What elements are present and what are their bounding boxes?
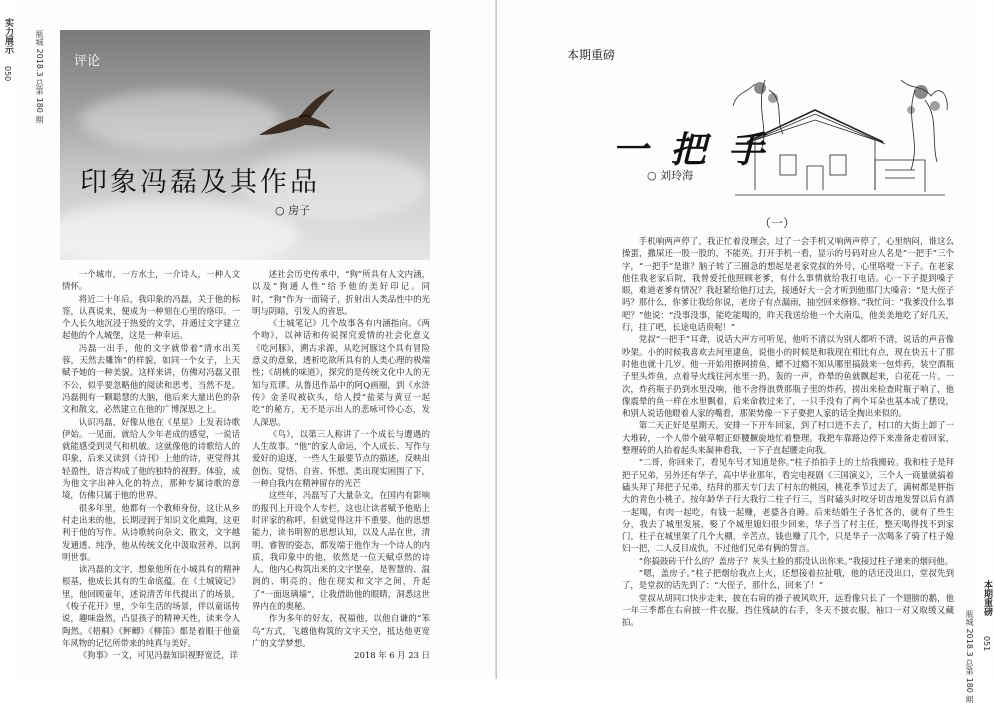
paragraph: 这些年，冯磊写了大量杂文，在国内有影响的报刊上开设个人专栏，这也让读者赋予他贴上时评家的称呼，但就觉得这并不重要。他的思想能力，读书明智的思想认知，以及人品在世，清明、睿智的姿态，都发端于他作为一个诗人的内质，我印象中的他，依然是一位天赋卓然的诗人。他内心构筑出来的文字堡垒，是智慧的、温润的、明亮的。他在现实和文字之间，升起了“一面返璃墙”，让我借助他的眼睛，洞悉这世界内在的奥秘。 bbox=[252, 490, 430, 612]
paragraph: 手机响两声停了，我正忙着没理会，过了一会手机又响两声停了，心里纳闷，谁这么操蛋，撒屎还一股一股的，不能英。打开手机一看，显示的号码对应人名是“一把手”三个字，“一把手”是谁？脑子转了三圈急的想起是老家党叔的外号，心里咯噔一下子。在老家他住我老家后院，我曾爱托他照顾老爹，有什么事情就给我打电话。心一下子提到嗓子眼，难道老爹有情况？我赶紧给他打过去，接通好大一会才听到他那门大嗓音：“是大侄子吗？那什么，你爹让我给你说，老房子有点漏雨，抽空回来修修。”我忙问：“我爹没什么事吧？”他说：“没事没事，能吃能喝的，昨天我送给他一个大南瓜，他美美地吃了好几天，行，挂了吧，长途电话贵呢！” bbox=[622, 236, 954, 333]
paragraph: “你搞鼓砖干什么的？盖房子？灰头土脸的那没认出你来。”我接过柱子递来的烟问他。 bbox=[638, 555, 954, 566]
left-margin-issue-info: 瓶城 2018.3 总第 180 期 bbox=[35, 30, 44, 124]
paragraph: 作为多年的好友，祝福他，以他自谦的“笨鸟”方式，飞越他构筑的文字天空，抵达他更宽广的文学梦想。 bbox=[252, 613, 430, 648]
article-author: ○ 房子 bbox=[275, 204, 311, 217]
eagle-icon bbox=[255, 85, 345, 145]
right-margin-section: 本期重磅 bbox=[982, 580, 992, 616]
paragraph: 将近二十年后，我印象的冯磊，关于他的标签，认真说来，便成为一种刻在心里的烙印。一个人长久地沉浸于热爱的文学，并通过文字建立起他的个人城堡，这是一种幸运。 bbox=[62, 293, 240, 341]
paragraph: 《狗事》一文，可见冯磊知识视野宽泛，详 bbox=[78, 650, 238, 661]
left-margin-page-number: 050 bbox=[3, 66, 12, 82]
paragraph: 《鸟》，以第三人称讲了一个成长与遭遇的人生故事。“他”的家人命运，个人成长、写作与爱好的追逐，一些人生最要节点的描述，反映出创伤、觉悟、自省、怀想。类出现实困围了下，一种自我内在精神留存的光芒 bbox=[252, 428, 430, 489]
paragraph: 党叔“一把手”耳聋，说话大声方可听见，他听不清以为别人都听不清，说话的声音像吵架。小的时候我喜欢去河里逮鱼，说他小的时候是和我现在相比有点，现在快五十了那时他也就十几岁。他一开始用撩网捞鱼，鳔不过瘾不知从哪里搞鼓来一包炸药，装空酒瓶子里头炸鱼，点着导火线往河水里一扔，轰的一声，炸晕的鱼就飘起来，白花花一片。一次，炸药瓶子扔到水里没响，他不舍得浪费那瓶子里的炸药，捞出来检查时瓶子响了，他像震晕的鱼一样在水里飘着，后来命救过来了，一只手没有了两个耳朵也基本成了摆设，和别人说话他瞪着人家的嘴看，那架势像一下子要把人家的话全掏出来似的。 bbox=[622, 334, 954, 419]
article-column-1 bbox=[62, 268, 240, 668]
article-date: 2018 年 6 月 23 日 bbox=[354, 650, 430, 661]
right-margin-strip bbox=[979, 0, 993, 679]
article-hero-image bbox=[60, 30, 430, 260]
paragraph: 冯磊一出手，他的文字就带着“清水出芙蓉，天然去雕饰”的样貌，如同一个女子，上天赋予她的一种美貌。这样来讲，仿佛对冯磊又很不公，似乎要忽略他的阅读和思考。当然不是。冯磊拥有一颗聪慧的大脑，他后来大量出色的杂文和散文，必然建立在他的广博深思之上。 bbox=[62, 342, 240, 415]
right-margin-page-number: 051 bbox=[982, 636, 991, 652]
paragraph: 读冯磊的文字，想象他所在小城具有的精神根基，他成长其有的生命底蕴。在《土城镜记》里，他回顾童年，述说清苦年代提出了的场景，《梭子花开》里，少年生活的场景，伴以童谣传说，趣味盎然，凸显孩子的精神天性，读来令人陶然。《梧桐》《鲆鲫》《柳笛》都是着眼于他童年风物的记忆所带来的纯真与美好。 bbox=[62, 564, 240, 648]
right-margin-issue-info: 瓶城 2018.3 总第 180 期 bbox=[965, 610, 974, 703]
paragraph: 一个城市，一方水土，一介诗人，一种人文情怀。 bbox=[62, 269, 240, 292]
paragraph: 很多年里，他都有一个教师身份，这让从乡村走出来的他，长期浸润于知识文化熏陶，这更利于他的写作。从诗歌转向杂文、散文，文字越发通透、纯净，他从传统文化中汲取营养，以润明世事。 bbox=[62, 502, 240, 562]
paragraph: 堂叔从胡同口快步走来，披在右肩的褂子被风吹开，远看像只长了一个翅膀的鹅，他一年三季都在右肩披一件衣服，挡住残缺的右手，冬天不披衣服，袖口一对又取缓又藏拍。 bbox=[622, 592, 954, 628]
left-margin-strip bbox=[0, 0, 14, 679]
paragraph: 认识冯磊，好像从他在《星星》上发表诗歌伊始。一见面，就给人少年老成的感觉，一说话就能感受到灵气和机敏。这就像他的诗歌给人的印象，后来又读到《诗刊》上他的诗，更觉得其轻盈性，语言构成了他的独特的视野。体验，成为他文字出神入化的特点，那种专属诗歌的意境，仿佛只属于他的世界。 bbox=[62, 416, 240, 501]
paragraph: 《土城笔记》几个故事各有内涵指向。《两个吻》，以神话和传说探究爱情的社会化意义《吃河豚》，溯古求源，从吃河豚这个具有冒险意义的意象，透析吃欲所具有的人类心理的极端性；《胡桃的味道》，探究的是传统文化中人的无知与荒谬。从鲁迅作品中的阿Q画圈，到《水浒传》金圣叹被砍头，给人授“盐菜与黄豆一起吃”的秘方，无不是示出人的悲咏可怜心态，发人深思。 bbox=[252, 318, 430, 427]
article-column-2 bbox=[252, 268, 430, 668]
article-title: 印象冯磊及其作品 bbox=[80, 167, 320, 198]
section-tag: 评论 bbox=[74, 54, 101, 69]
part-number: （一） bbox=[759, 216, 796, 230]
left-margin-section: 实力展示 bbox=[3, 18, 13, 54]
story-author: ○ 刘玲海 bbox=[647, 169, 694, 182]
left-page bbox=[0, 0, 497, 679]
paragraph: “二哥，你回来了，看见车号才知道是你。”柱子抬拍手上的土给我搬砖。我和柱子是拜把子兄弟，另外还有华子，高中毕业那年，看完电视剧《三国演义》，三个人一商量就搞着磕头拜了拜把子兄弟，结拜的那天专门去了村东的桃园，桃花季节过去了，满树都是胖指大的青色小桃子。按年龄华子行大我行二柱子行三，当时磕头时咬牙切齿地发誓以后有酒一起喝，有肉一起吃，有钱一起赚，老婆各自睡。后来结婚生子各忙各的，就有了些生分，我去了城里发展，娶了个城里媳妇很少回来，华子当了村主任，整天喝得找不到家门，柱子在城里架了几个大棚，辛苦点，钱也赚了几个，只是华子一次喝多了骑了柱子媳妇一把，二人反目成仇，不过他们兄弟有俩的誓言。 bbox=[622, 457, 954, 554]
paragraph: “嗯，盖房子。”柱子把烟给我点上火，还想接着拉扯哦，他的话还没出口，堂叔先到了，是堂叔的话先到了：“大侄子，那什么，回来了！” bbox=[622, 568, 954, 591]
paragraph: 第二天正好是星期天，安排一下开车回家，到了村口进不去了，村口的大街上卸了一大堆砖，一个人带个破草帽正虾腰撅旋地忙着整理。我把车靠路边停下来准备走着回家，整理砖的人抬着起头来凝神看我，一下子直起腰走向我。 bbox=[622, 420, 954, 456]
story-title: 一把手 bbox=[612, 129, 787, 171]
story-body bbox=[622, 235, 954, 675]
right-page bbox=[497, 0, 994, 703]
section-header: 本期重磅 bbox=[567, 48, 616, 62]
paragraph: 述社会历史传承中，“狗”所具有人文内涵，以及“狗通人性”给予他的美好印记。同时，“狗”作为一面镜子，折射出人类品性中的光明与阴暗，引发人的省思。 bbox=[252, 269, 430, 316]
